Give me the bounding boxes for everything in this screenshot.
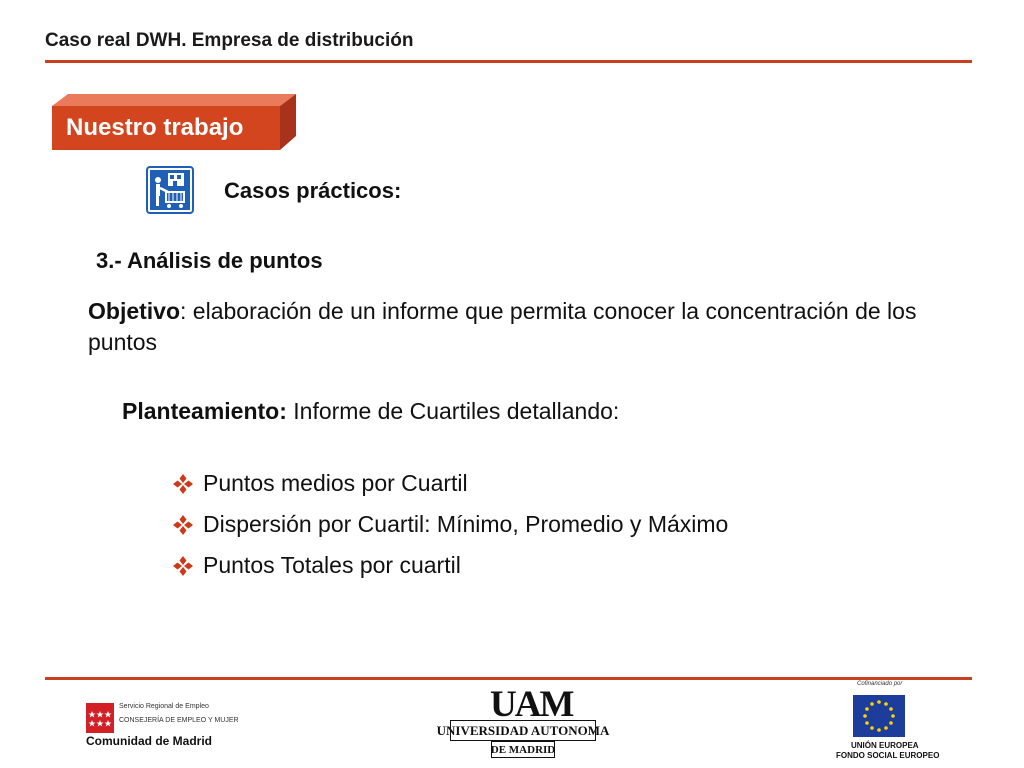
planteamiento-paragraph bbox=[122, 398, 619, 425]
objetivo-label: Objetivo bbox=[88, 298, 181, 324]
eu-flag-icon bbox=[853, 695, 905, 737]
madrid-service-label: Servicio Regional de Empleo bbox=[119, 703, 209, 710]
section-banner bbox=[52, 94, 296, 150]
madrid-name: Comunidad de Madrid bbox=[86, 734, 212, 748]
diamond-bullet-icon bbox=[172, 514, 194, 536]
diamond-bullet-icon bbox=[172, 555, 194, 577]
uam-logo bbox=[436, 683, 610, 761]
bullet-text: Dispersión por Cuartil: Mínimo, Promedio y Máximo bbox=[203, 511, 729, 537]
bullet-text: Puntos Totales por cuartil bbox=[203, 552, 461, 578]
casos-heading: Casos prácticos: bbox=[224, 178, 402, 203]
bullet-list bbox=[172, 463, 728, 586]
objetivo-paragraph bbox=[88, 296, 968, 358]
diamond-bullet-icon bbox=[172, 473, 194, 495]
madrid-ministry-label: CONSEJERÍA DE EMPLEO Y MUJER bbox=[119, 717, 239, 724]
eu-fund: FONDO SOCIAL EUROPEO bbox=[836, 751, 940, 760]
header-title: Caso real DWH. Empresa de distribución bbox=[45, 30, 414, 51]
uam-letters: UAM bbox=[490, 684, 573, 725]
comunidad-madrid-logo bbox=[86, 700, 266, 752]
uam-name: UNIVERSIDAD AUTONOMA bbox=[450, 720, 596, 741]
section-heading: 3.- Análisis de puntos bbox=[96, 248, 323, 273]
objetivo-text: : elaboración de un informe que permita conocer la concentración de los puntos bbox=[88, 298, 917, 355]
planteamiento-text: Informe de Cuartiles detallando: bbox=[286, 398, 620, 424]
banner-label: Nuestro trabajo bbox=[66, 114, 244, 141]
eu-name: UNIÓN EUROPEA bbox=[851, 741, 919, 750]
header-rule bbox=[45, 60, 972, 63]
list-item bbox=[172, 504, 728, 545]
madrid-flag-icon bbox=[86, 703, 114, 733]
list-item bbox=[172, 463, 728, 504]
footer-rule bbox=[45, 677, 972, 680]
list-item bbox=[172, 545, 728, 586]
eu-logo bbox=[830, 681, 940, 765]
uam-sub: DE MADRID bbox=[491, 741, 555, 758]
shopping-cart-store-icon bbox=[146, 166, 194, 214]
cofinanciado-label: Cofinanciado por bbox=[857, 681, 903, 687]
planteamiento-label: Planteamiento: bbox=[122, 398, 287, 424]
bullet-text: Puntos medios por Cuartil bbox=[203, 470, 468, 496]
